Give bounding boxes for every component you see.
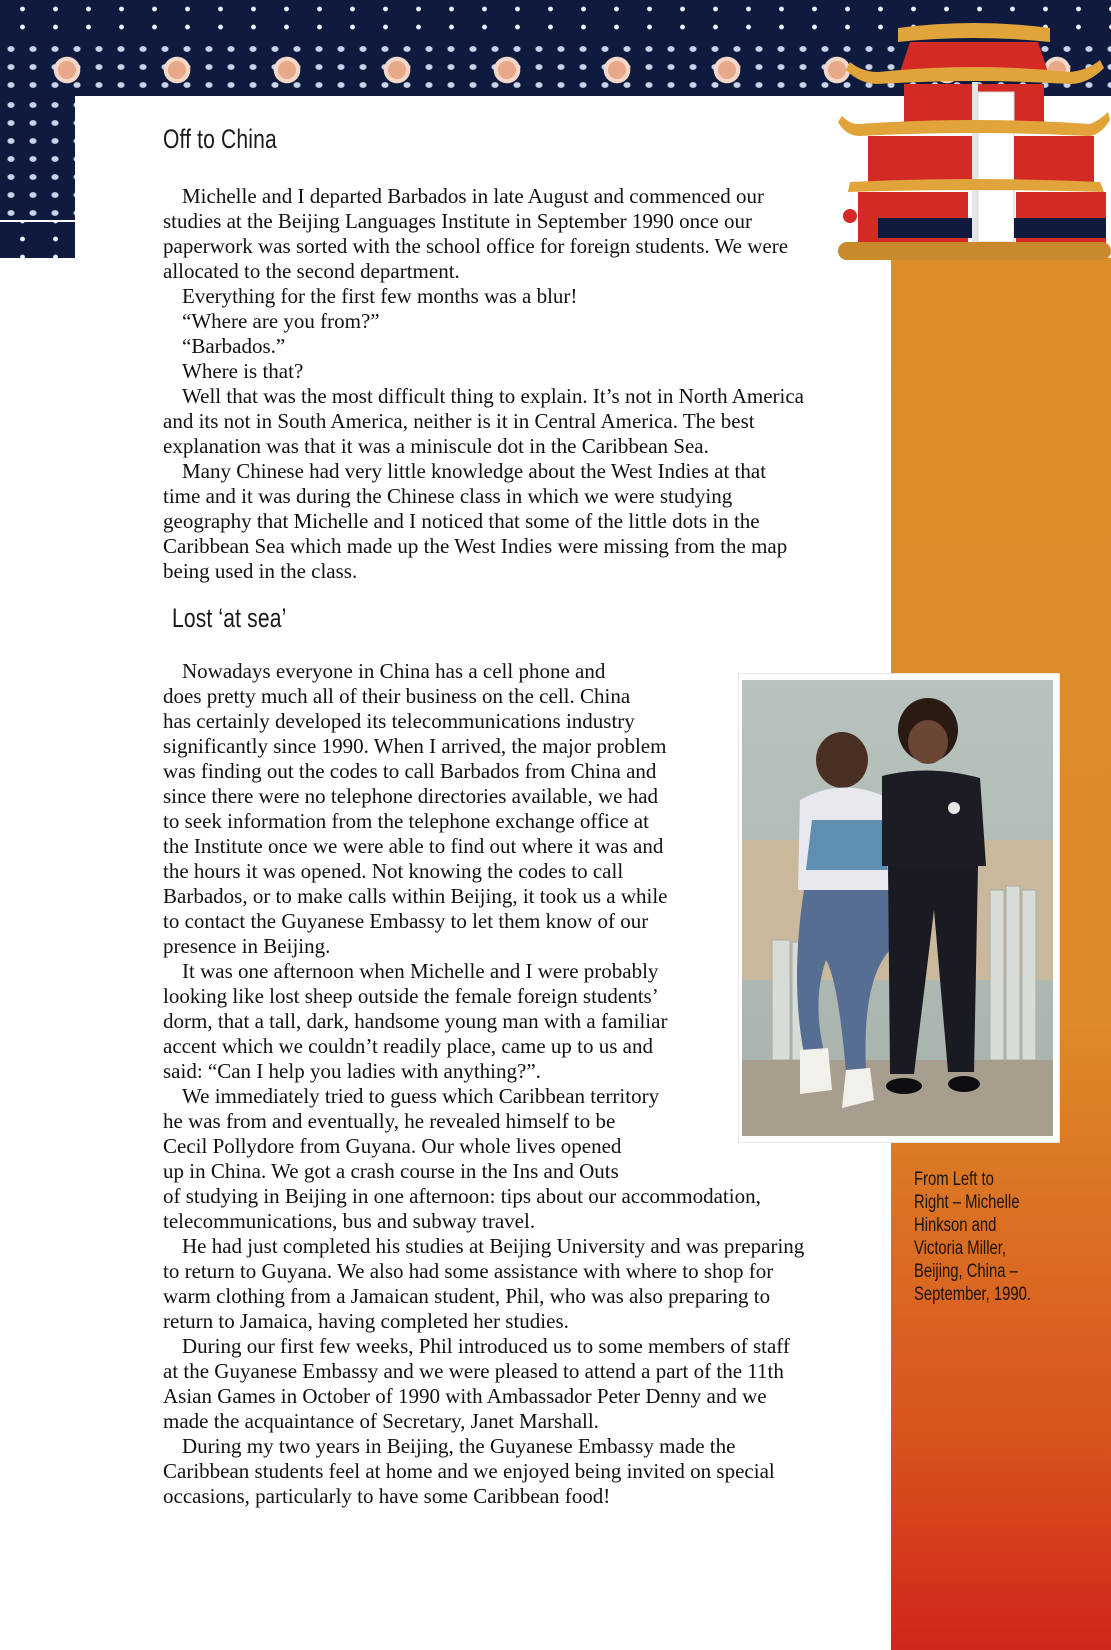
text-line: time and it was during the Chinese class in which we were studying (163, 484, 733, 508)
section-heading-lost-at-sea: Lost ‘at sea’ (172, 603, 287, 633)
caption-line: Right – Michelle (914, 1192, 1020, 1213)
text-line: has certainly developed its telecommunications industry (163, 709, 635, 733)
text-line: was finding out the codes to call Barbados from China and (163, 759, 657, 783)
text-line: presence in Beijing. (163, 934, 331, 958)
text-line: occasions, particularly to have some Caribbean food! (163, 1484, 611, 1508)
text-line: Cecil Pollydore from Guyana. Our whole lives opened (163, 1134, 622, 1158)
text-line: He had just completed his studies at Beijing University and was preparing (182, 1234, 805, 1258)
left-ornament-band (0, 96, 75, 258)
text-line: to contact the Guyanese Embassy to let them know of our (163, 909, 649, 933)
text-line: Asian Games in October of 1990 with Ambassador Peter Denny and we (163, 1384, 767, 1408)
text-line: up in China. We got a crash course in the Ins and Outs (163, 1159, 619, 1183)
caption-line: Beijing, China – (914, 1261, 1018, 1282)
section1-body (163, 184, 863, 584)
text-line: allocated to the second department. (163, 259, 460, 283)
dot-pattern-left (0, 220, 75, 258)
text-line: does pretty much all of their business on the cell. China (163, 684, 631, 708)
text-line: the Institute once we were able to find out where it was and (163, 834, 664, 858)
text-line: significantly since 1990. When I arrived, the major problem (163, 734, 667, 758)
text-line: accent which we couldn’t readily place, came up to us and (163, 1034, 654, 1058)
two-women-photo (742, 680, 1053, 1136)
text-line: since there were no telephone directories available, we had (163, 784, 659, 808)
text-line: and its not in South America, neither is it in Central America. The best (163, 409, 755, 433)
text-line: Caribbean Sea which made up the West Indies were missing from the map (163, 534, 788, 558)
text-line: dorm, that a tall, dark, handsome young man with a familiar (163, 1009, 668, 1033)
text-line: geography that Michelle and I noticed that some of the little dots in the (163, 509, 760, 533)
text-line: It was one afternoon when Michelle and I were probably (182, 959, 659, 983)
floral-pattern-left (0, 96, 75, 220)
text-line: studies at the Beijing Languages Institute in September 1990 once our (163, 209, 753, 233)
text-line: looking like lost sheep outside the female foreign students’ (163, 984, 659, 1008)
text-line: the hours it was opened. Not knowing the codes to call (163, 859, 624, 883)
caption-line: September, 1990. (914, 1284, 1031, 1305)
text-line: warm clothing from a Jamaican student, Phil, who was also preparing to (163, 1284, 771, 1308)
text-line: paperwork was sorted with the school office for foreign students. We were (163, 234, 789, 258)
text-line: of studying in Beijing in one afternoon: tips about our accommodation, (163, 1184, 761, 1208)
text-line: telecommunications, bus and subway travel. (163, 1209, 536, 1233)
text-line: to return to Guyana. We also had some assistance with where to shop for (163, 1259, 774, 1283)
text-line: During my two years in Beijing, the Guyanese Embassy made the (182, 1434, 736, 1458)
text-line: return to Jamaica, having completed her studies. (163, 1309, 569, 1333)
text-line: Caribbean students feel at home and we enjoyed being invited on special (163, 1459, 775, 1483)
text-line: he was from and eventually, he revealed himself to be (163, 1109, 616, 1133)
caption-line: From Left to (914, 1169, 994, 1190)
caption-line: Hinkson and (914, 1215, 997, 1236)
text-line: said: “Can I help you ladies with anything?”. (163, 1059, 541, 1083)
photo-caption (914, 1168, 1062, 1306)
text-line: Well that was the most difficult thing to explain. It’s not in North America (182, 384, 804, 408)
text-line: Michelle and I departed Barbados in late August and commenced our (182, 184, 764, 208)
caption-line: Victoria Miller, (914, 1238, 1006, 1259)
text-line: being used in the class. (163, 559, 358, 583)
text-line: at the Guyanese Embassy and we were pleased to attend a part of the 11th (163, 1359, 784, 1383)
text-line: “Barbados.” (182, 334, 286, 358)
section-heading-off-to-china: Off to China (163, 124, 277, 154)
text-line: Nowadays everyone in China has a cell phone and (182, 659, 606, 683)
text-line: Everything for the first few months was a blur! (182, 284, 578, 308)
text-line: We immediately tried to guess which Caribbean territory (182, 1084, 660, 1108)
text-line: Where is that? (182, 359, 304, 383)
pagoda-illustration (838, 20, 1111, 276)
text-line: Barbados, or to make calls within Beijing, it took us a while (163, 884, 668, 908)
text-line: Many Chinese had very little knowledge about the West Indies at that (182, 459, 767, 483)
text-line: During our first few weeks, Phil introduced us to some members of staff (182, 1334, 790, 1358)
text-line: to seek information from the telephone exchange office at (163, 809, 649, 833)
text-line: made the acquaintance of Secretary, Janet Marshall. (163, 1409, 599, 1433)
text-line: “Where are you from?” (182, 309, 380, 333)
text-line: explanation was that it was a miniscule dot in the Caribbean Sea. (163, 434, 709, 458)
